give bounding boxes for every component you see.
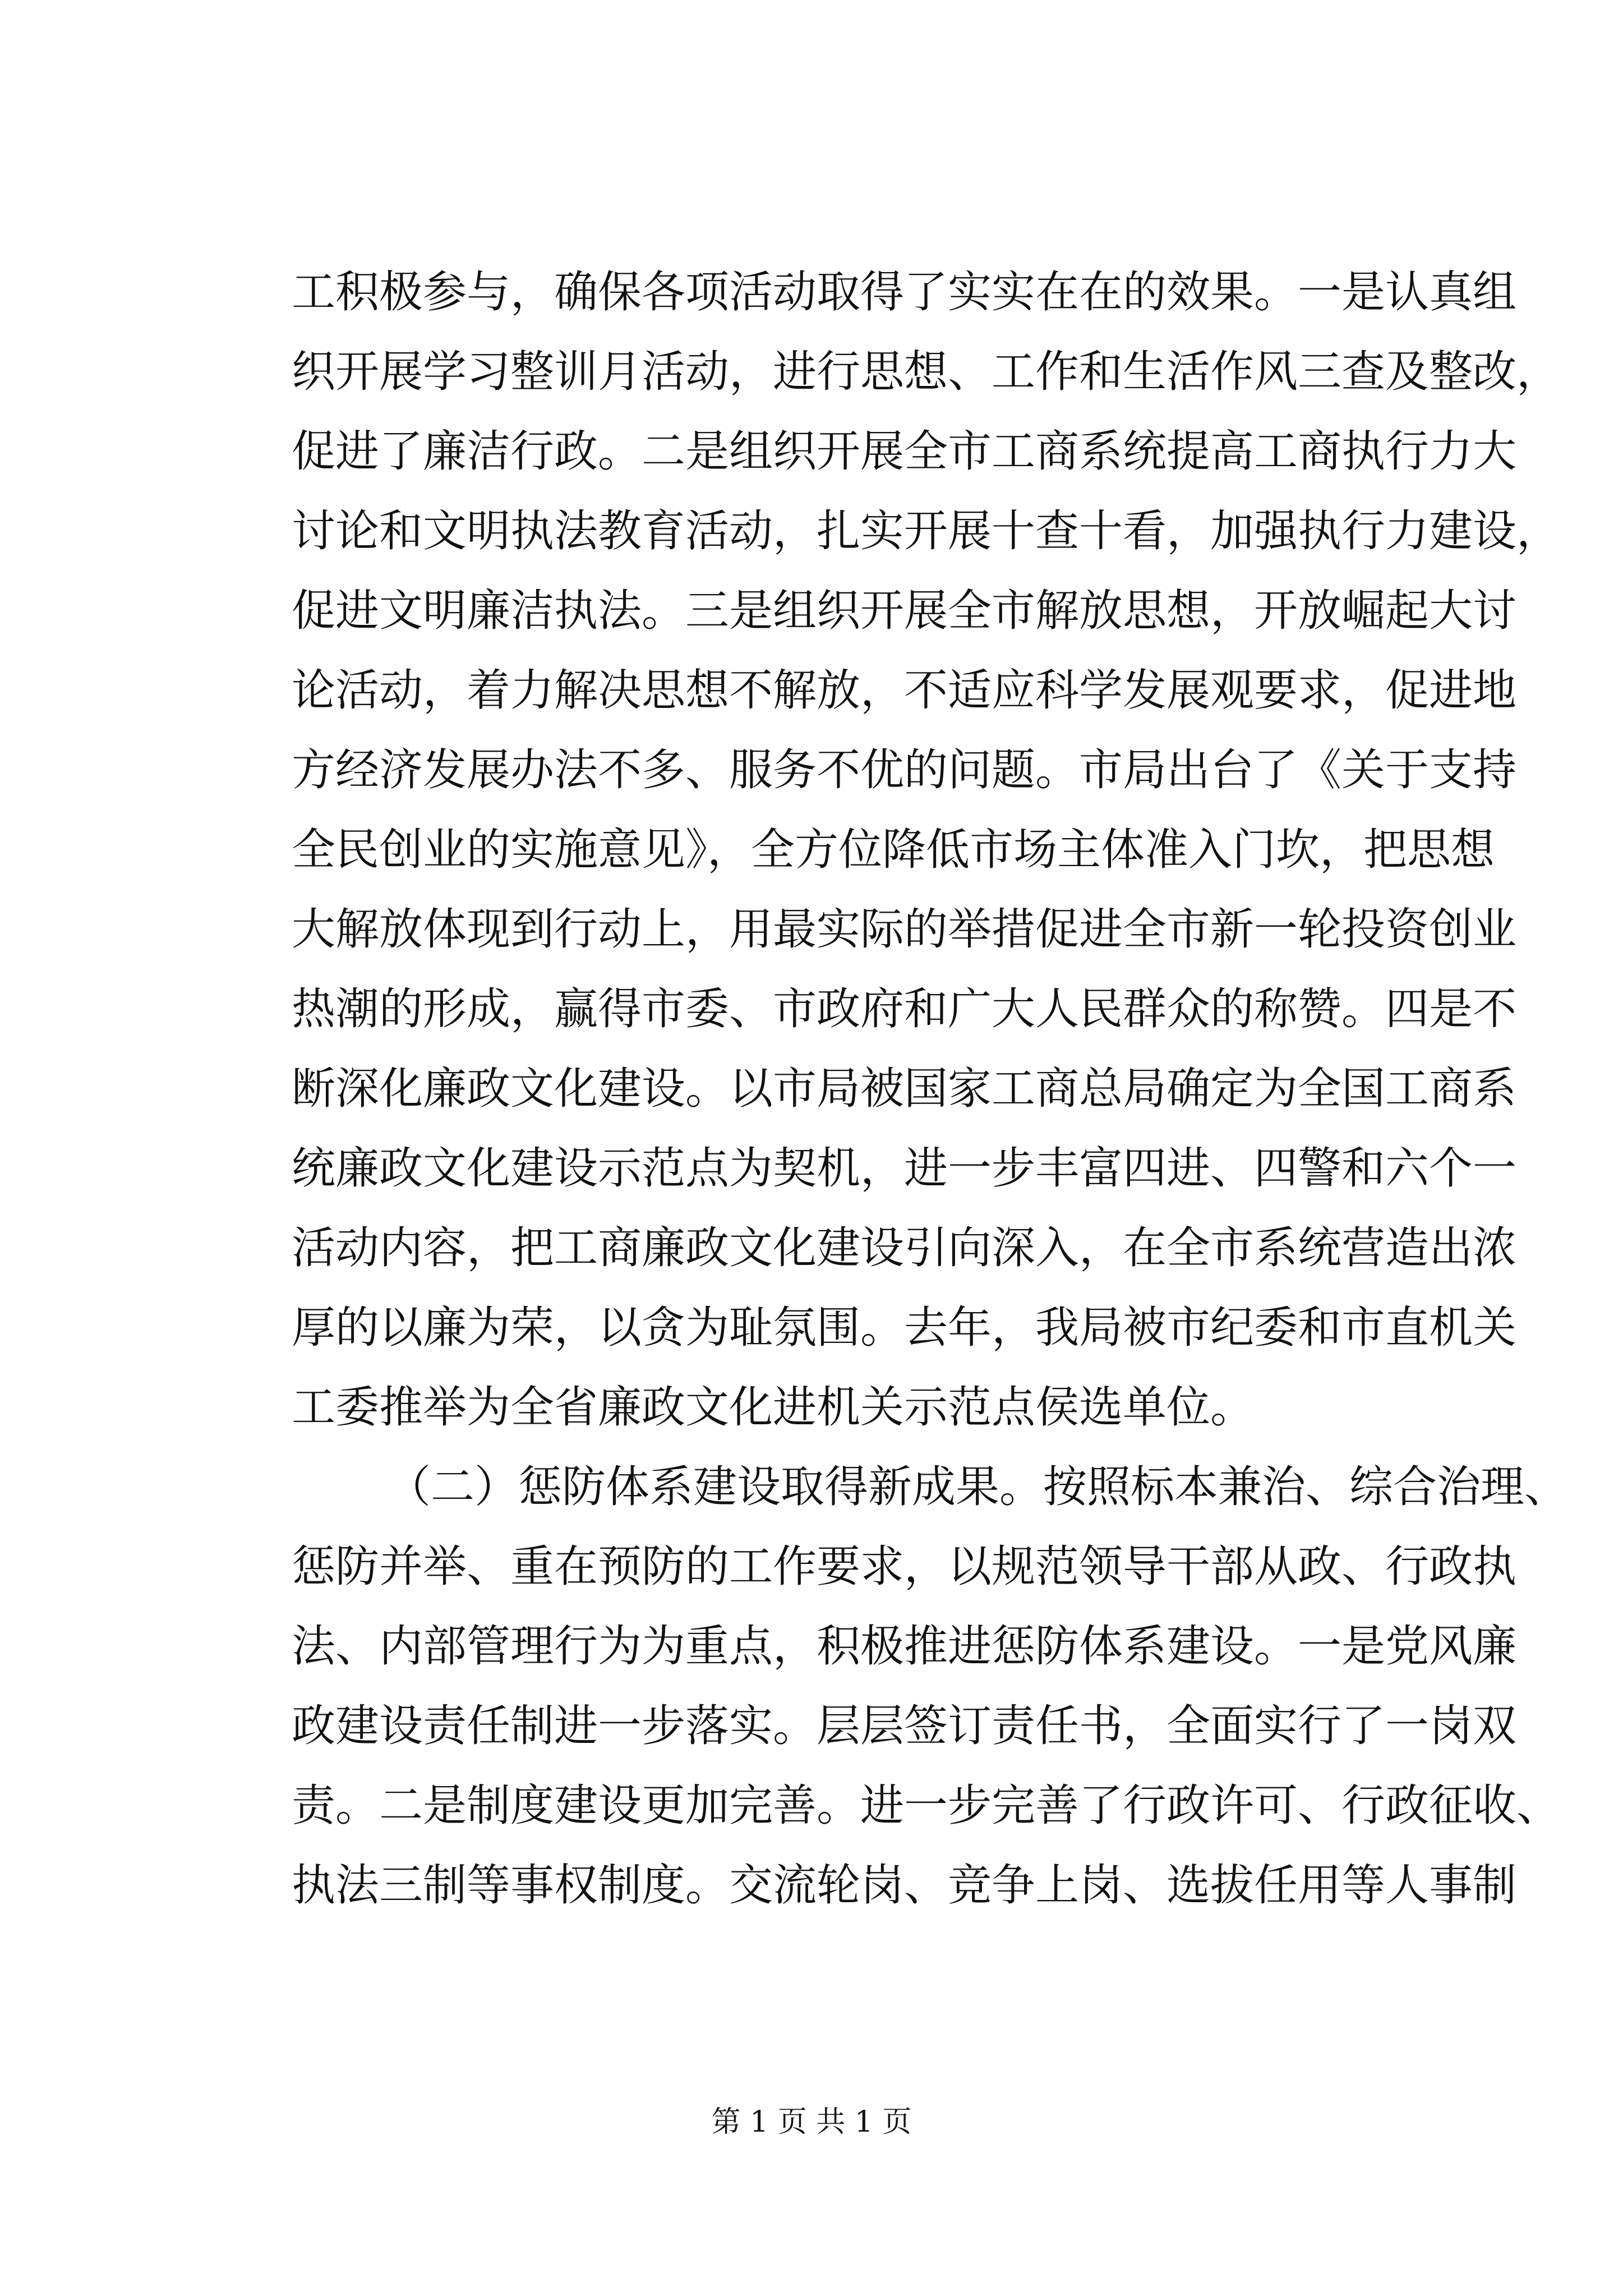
document-body bbox=[292, 252, 1569, 1925]
text-line-2: 织开展学习整训月活动，进行思想、工作和生活作风三查及整改， bbox=[292, 347, 1561, 397]
text-line-5: 促进文明廉洁执法。三是组织开展全市解放思想，开放崛起大讨 bbox=[292, 586, 1517, 636]
text-line-13: 活动内容，把工商廉政文化建设引向深入，在全市系统营造出浓 bbox=[292, 1223, 1517, 1273]
text-line-21: 执法三制等事权制度。交流轮岗、竞争上岗、选拔任用等人事制 bbox=[292, 1860, 1517, 1911]
text-line-18: 法、内部管理行为为重点，积极推进惩防体系建设。一是党风廉 bbox=[292, 1621, 1517, 1672]
text-line-12: 统廉政文化建设示范点为契机，进一步丰富四进、四警和六个一 bbox=[292, 1143, 1517, 1194]
text-line-9: 大解放体现到行动上，用最实际的举措促进全市新一轮投资创业 bbox=[292, 904, 1517, 955]
text-line-3: 促进了廉洁行政。二是组织开展全市工商系统提高工商执行力大 bbox=[292, 426, 1517, 477]
page-footer: 第 1 页 共 1 页 bbox=[711, 2105, 912, 2139]
text-line-14: 厚的以廉为荣，以贪为耻氛围。去年，我局被市纪委和市直机关 bbox=[292, 1303, 1517, 1353]
text-line-10: 热潮的形成，赢得市委、市政府和广大人民群众的称赞。四是不 bbox=[292, 984, 1517, 1034]
text-line-8: 全民创业的实施意见》，全方位降低市场主体准入门坎，把思想 bbox=[292, 825, 1495, 875]
text-line-6: 论活动，着力解决思想不解放，不适应科学发展观要求，促进地 bbox=[292, 665, 1517, 716]
section-heading-line: （二）惩防体系建设取得新成果。按照标本兼治、综合治理、 bbox=[387, 1462, 1569, 1512]
text-line-7: 方经济发展办法不多、服务不优的问题。市局出台了《关于支持 bbox=[292, 745, 1517, 795]
text-line-11: 断深化廉政文化建设。以市局被国家工商总局确定为全国工商系 bbox=[292, 1064, 1517, 1114]
text-line-20: 责。二是制度建设更加完善。进一步完善了行政许可、行政征收、 bbox=[292, 1780, 1561, 1831]
text-line-15: 工委推举为全省廉政文化进机关示范点侯选单位。 bbox=[292, 1382, 1255, 1433]
text-line-1: 工积极参与，确保各项活动取得了实实在在的效果。一是认真组 bbox=[292, 267, 1517, 318]
text-line-4: 讨论和文明执法教育活动，扎实开展十查十看，加强执行力建设， bbox=[292, 506, 1561, 556]
text-line-19: 政建设责任制进一步落实。层层签订责任书，全面实行了一岗双 bbox=[292, 1701, 1517, 1751]
text-line-17: 惩防并举、重在预防的工作要求，以规范领导干部从政、行政执 bbox=[292, 1542, 1517, 1592]
